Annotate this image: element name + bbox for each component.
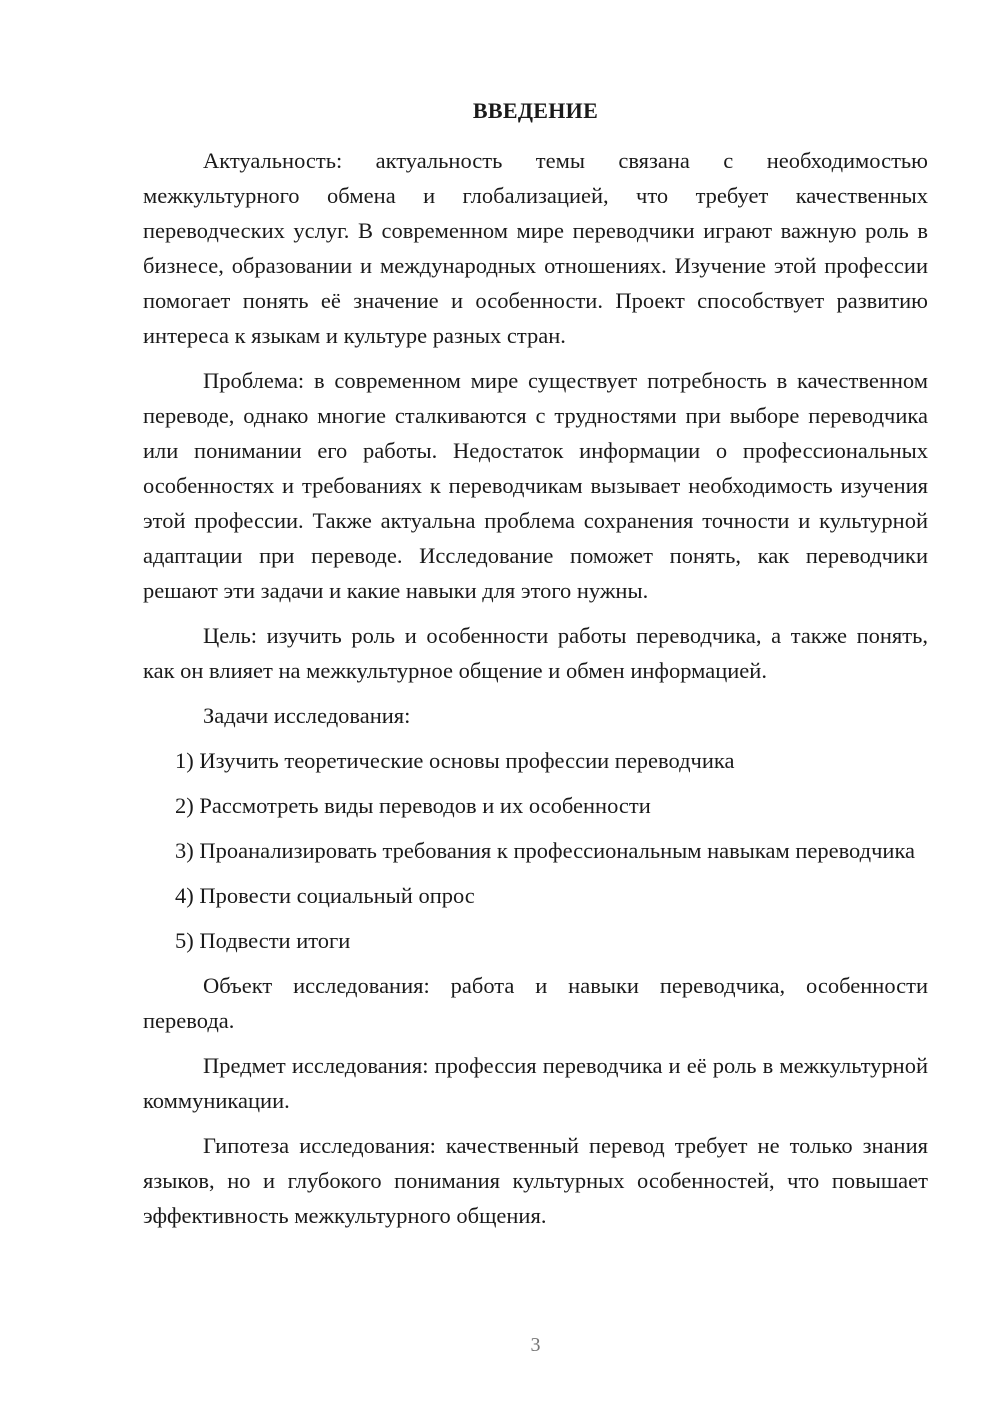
- list-item: 3) Проанализировать требования к профессиональным навыкам переводчика: [175, 838, 916, 863]
- paragraph-goal: Цель: изучить роль и особенности работы переводчика, а также понять, как он влияет на межкультурное общение и обмен информацией.: [143, 623, 928, 683]
- document-body: [143, 143, 928, 1243]
- list-item: 1) Изучить теоретические основы профессии переводчика: [175, 748, 735, 773]
- paragraph-hypothesis: Гипотеза исследования: качественный перевод требует не только знания языков, но и глубокого понимания культурных особенностей, что повышает эффективность межкультурного общения.: [143, 1133, 928, 1228]
- page-title: ВВЕДЕНИЕ: [472, 98, 599, 123]
- list-item: 4) Провести социальный опрос: [175, 883, 475, 908]
- list-item: 2) Рассмотреть виды переводов и их особенности: [175, 793, 651, 818]
- paragraph-relevance: Актуальность: актуальность темы связана с необходимостью межкультурного обмена и глобализацией, что требует качественных переводческих услуг. В современном мире переводчики играют важную роль в бизнесе, образовании и международных отношениях. Изучение этой профессии помогает понять её значение и особенности. Проект способствует развитию интереса к языкам и культуре разных стран.: [143, 148, 928, 348]
- paragraph-object: Объект исследования: работа и навыки переводчика, особенности перевода.: [143, 973, 928, 1033]
- paragraph-subject: Предмет исследования: профессия переводчика и её роль в межкультурной коммуникации.: [143, 1053, 928, 1113]
- paragraph-problem: Проблема: в современном мире существует потребность в качественном переводе, однако многие сталкиваются с трудностями при выборе переводчика или понимании его работы. Недостаток информации о профессиональных особенностях и требованиях к переводчикам вызывает необходимость изучения этой профессии. Также актуальна проблема сохранения точности и культурной адаптации при переводе. Исследование поможет понять, как переводчики решают эти задачи и какие навыки для этого нужны.: [143, 368, 928, 603]
- list-item: 5) Подвести итоги: [175, 928, 351, 953]
- paragraph-tasks-heading: Задачи исследования:: [203, 703, 411, 728]
- page-number: 3: [530, 1334, 541, 1356]
